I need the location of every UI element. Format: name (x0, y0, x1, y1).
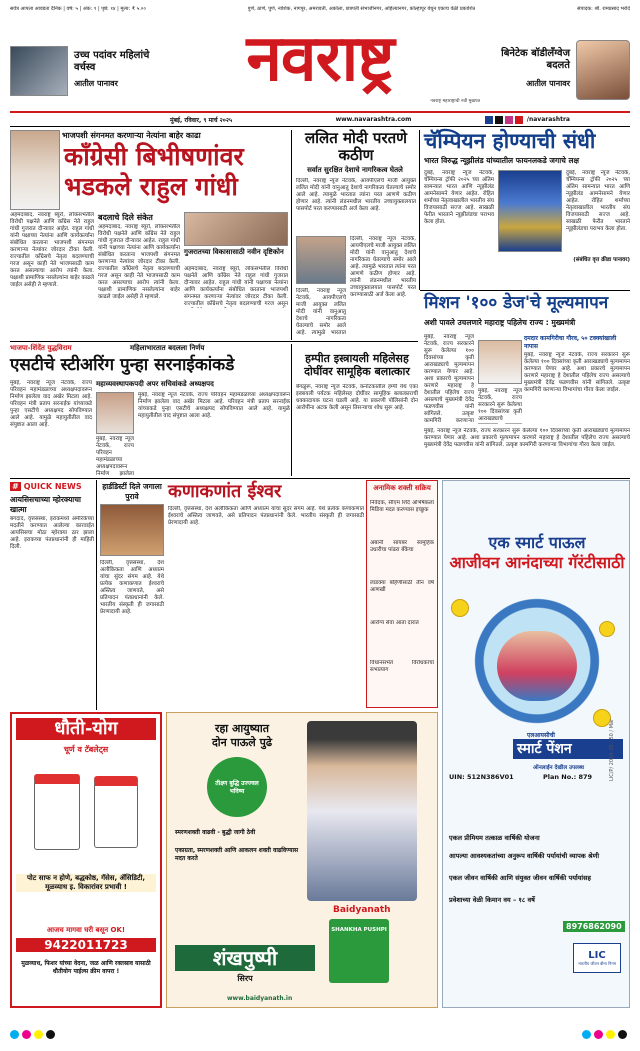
god-photo (100, 504, 164, 556)
sidebar-item: अंबानी सायबर सामूहिक उधारीचा पांढरा बँकेचा (370, 540, 434, 553)
dhauti-phone[interactable]: 9422011723 (16, 938, 156, 952)
lic-feature: एकल जीवन वार्षिकी आणि संयुक्त जीवन वार्षिकी पर्यायांसह (449, 874, 591, 882)
fadnavis-photo (478, 340, 522, 384)
lead-photo-2 (184, 212, 288, 246)
social-links (485, 116, 570, 124)
black-mark (46, 1030, 55, 1039)
cyan-mark (582, 1030, 591, 1039)
dhauti-title: धौती-योग (16, 718, 156, 740)
lic-headline-1: एक स्मार्ट पाऊल (488, 533, 586, 552)
dhauti-jar-2 (94, 776, 138, 848)
lic-product-tag: एलआयसीची (527, 732, 555, 739)
quick-item1-body: बगदाद, वृत्तसंस्था, इराकमध्ये अमेरिकेच्या मदतीने करण्यात आलेल्या कारवाईत आयसिसचा मोठा म्होरक्या ठार झाला आहे. इराकच्या पंतप्रधानांनी ही माहिती दिली. (10, 516, 94, 550)
lower-rule (10, 478, 630, 479)
website-link[interactable]: www.navarashtra.com (335, 116, 412, 123)
lic-product: स्मार्ट पेंशन (513, 739, 623, 759)
rahul-gandhi-photo (10, 130, 60, 210)
column-divider-3 (291, 344, 292, 476)
cyan-mark (10, 1030, 19, 1039)
baidyanath-brand: Baidyanath (333, 905, 391, 915)
god-body: दिल्ली, वृत्तसंस्था, देश अलौकिकता आणि अध्यात्म यांचा सुंदर संगम आहे. येथे प्रत्येक कणाकणात ईश्वराचे अस्तित्व जाणवते, असे प्रतिपादन पंतप्रधानांनी केले. भारतीय संस्कृती ही जगासाठी प्रेरणादायी आहे. (168, 506, 364, 526)
champion-headline: चॅम्पियन होण्याची संधी (424, 128, 596, 153)
sidebar-item: निवेदक, सीएम शिंदे अभिषेकला मिडिया मदत करण्यास इच्छुक (370, 500, 434, 513)
column-divider-1 (291, 130, 292, 340)
lic-feature: आपल्या आवश्यकतांच्या अनुरूप वार्षिकी पर्यायांची व्यापक श्रेणी (449, 852, 600, 860)
champion-body-2: दुबई, नवराष्ट्र न्यूज नेटवर्क, चॅम्पियन्स ट्रॉफी २०२५ च्या अंतिम सामन्यात भारत आणि न्यूझीलंड आमनेसामने येणार आहेत. रोहित शर्माच्या नेतृत्वाखालील भारतीय संघ विजयासाठी सज्ज आहे. साखळी फेरीत भारताने न्यूझीलंडचा पराभव केला होता. (566, 170, 630, 232)
lic-feature: एकल प्रीमियम तत्काळ वार्षिकी योजना (449, 834, 540, 842)
hash-icon: # (12, 482, 19, 491)
sidebar-item: लाडक्या बहिणीसाठी तीन वर्षे आणखी (370, 580, 434, 593)
quick-item2-title: हार्डडिस्टीं दिले जगाला पुरावे (102, 482, 162, 501)
baidyanath-ad[interactable] (166, 712, 438, 1008)
facebook-icon[interactable] (485, 116, 493, 124)
student-photo (307, 721, 417, 901)
column-divider-4 (96, 480, 97, 710)
strip-label-2: महिलाभारतात बदलला निर्णय (130, 344, 205, 352)
baidyanath-badge: तीक्ष्ण बुद्धि उज्ज्वल भविष्य (207, 757, 267, 817)
st-sub: महाव्यवस्थापकपदी अपर सचिवांकडे अध्यक्षपद (96, 380, 214, 388)
lic-uin: UIN: 512N386V01 (449, 773, 514, 781)
st-body-3: मुंबई, नवराष्ट्र न्यूज नेटवर्क, राज्य परिवहन महामंडळाच्या अध्यक्षपदावरून निर्माण झालेला (96, 436, 134, 476)
right-promo[interactable] (480, 40, 630, 102)
lic-logo (573, 943, 621, 973)
x-icon[interactable] (495, 116, 503, 124)
magenta-mark (594, 1030, 603, 1039)
left-promo-link[interactable]: आतील पानावर (74, 79, 118, 88)
champion-caption[interactable]: (संबंधित वृत्त क्रीडा पानावर) (573, 257, 630, 263)
promo-photo-right (576, 40, 630, 100)
god-headline: कणाकणांत ईश्वर (168, 481, 282, 502)
quick-news-label (10, 481, 92, 492)
lic-phone[interactable]: 8976862090 (563, 921, 625, 932)
lead-headline: काँग्रेसी बिभीषणांवर भडकले राहुल गांधी (64, 142, 244, 201)
lalit-body-2: दिल्ली, नवराष्ट्र न्यूज नेटवर्क, आयपीएलचे माजी आयुक्त ललित मोदी यांनी वानुआतु देशाचे नागरिकत्व घेतल्याचे समोर आले आहे. त्यामुळे भारतात त्यांना परत आणणे कठीण होणार आहे. त्यांनी लंडनमधील भारतीय उच्चायुक्तालयात पासपोर्ट परत करण्यासाठी अर्ज केला आहे. (350, 236, 416, 298)
lalit-body: दिल्ली, नवराष्ट्र न्यूज नेटवर्क, आयपीएलचे माजी आयुक्त ललित मोदी यांनी वानुआतु देशाचे नागरिकत्व घेतल्याचे समोर आले आहे. त्यामुळे भारतात त्यांना परत आणणे कठीण होणार आहे. त्यांनी लंडनमधील भारतीय उच्चायुक्तालयात पासपोर्ट परत करण्यासाठी अर्ज केला आहे. (296, 178, 416, 212)
sidebar-title: अनामिक शक्ती सक्रिय (373, 484, 431, 492)
hampi-headline: हम्पीत इस्त्रायली महिलेसह दोघींवर सामूहिक बलात्कार (304, 352, 410, 378)
sidebar-item: विधानसभेत विरोधकांचा सभात्याग (370, 660, 434, 673)
baidyanath-line2: दोन पाऊले पुढे (211, 736, 273, 749)
champion-body: दुबई, नवराष्ट्र न्यूज नेटवर्क, चॅम्पियन्स ट्रॉफी २०२५ च्या अंतिम सामन्यात भारत आणि न्यूझीलंड आमनेसामने येणार आहेत. रोहित शर्माच्या नेतृत्वाखालील भारतीय संघ विजयासाठी सज्ज आहे. साखळी फेरीत भारताने न्यूझीलंडचा पराभव केला होता. (424, 170, 494, 225)
lalit-body-3: दिल्ली, नवराष्ट्र न्यूज नेटवर्क, आयपीएलचे माजी आयुक्त ललित मोदी यांनी वानुआतु देशाचे नागरिकत्व घेतल्याचे समोर आले आहे. त्यामुळे भारतात (296, 288, 346, 336)
lead-body: अहमदाबाद, नवराष्ट्र ब्यूरो, लोकसभेतील विरोधी पक्षनेते आणि काँग्रेस नेते राहुल गांधी गुजरात दौऱ्यावर आहेत. राहुल गांधी यांनी पक्षाच्या नेत्यांना आणि कार्यकर्त्यांना संबोधित करताना भाजपशी संगनमत करणाऱ्या नेत्यांवर जोरदार टीका केली. राज्यातील काँग्रेसचे नेतृत्व बदलण्याची गरज असून काही नेते भाजपसाठी काम करत असल्याचा आरोप त्यांनी केला. पक्षाशी प्रामाणिक नसलेल्यांना बाहेर काढले जाईल असेही ते म्हणाले. (10, 212, 94, 288)
lead-body-2: अहमदाबाद, नवराष्ट्र ब्यूरो, लोकसभेतील विरोधी पक्षनेते आणि काँग्रेस नेते राहुल गांधी गुजरात दौऱ्यावर आहेत. राहुल गांधी यांनी पक्षाच्या नेत्यांना आणि कार्यकर्त्यांना संबोधित करताना भाजपशी संगनमत करणाऱ्या नेत्यांवर जोरदार टीका केली. राज्यातील काँग्रेसचे नेतृत्व बदलण्याची गरज असून काही नेते भाजपसाठी काम करत असल्याचा आरोप त्यांनी केला. पक्षाशी प्रामाणिक नसलेल्यांना बाहेर काढले जाईल असेही ते म्हणाले. (98, 224, 180, 300)
st-body: मुंबई, नवराष्ट्र न्यूज नेटवर्क, राज्य परिवहन महामंडळाच्या अध्यक्षपदावरून निर्माण झालेला वाद अखेर मिटला आहे. परिवहन मंत्री प्रताप सरनाईक यांच्याकडे पुन्हा एसटीचे अध्यक्षपद सोपविण्यात आले आहे. यामुळे महायुतीतील वाद संपुष्टात आला आहे. (10, 380, 92, 428)
registration-marks-left (10, 1024, 58, 1043)
coin-icon (451, 599, 469, 617)
dhauti-footer: मुळव्याध, फिशर यांच्या वेदना, जळ आणि रक्तस्राव यासाठी धौतीयोग पाईल्स क्रीम वापरा ! (21, 960, 151, 975)
dhauti-sub: चूर्ण व टॅबलेट्स (63, 745, 109, 754)
edition-cities: पुणे, ठाणे, पुणे, नाशिक, नागपूर, अमरावती, अकोला, छत्रपती संभाजीनगर, अहिल्यानगर, कोल्हापूर येथून एकाच वेळी प्रकाशित (247, 6, 476, 12)
lalit-headline: ललित मोदी परतणे कठीण (305, 129, 407, 164)
god-body-2: दिल्ली, वृत्तसंस्था, देश अलौकिकता आणि अध्यात्म यांचा सुंदर संगम आहे. येथे प्रत्येक कणाकणात ईश्वराचे अस्तित्व जाणवते, असे प्रतिपादन पंतप्रधानांनी केले. भारतीय संस्कृती ही जगासाठी प्रेरणादायी आहे. (100, 560, 164, 615)
sidebar-item: आरोग्य सेवा आता दारात (370, 620, 419, 626)
strip-rule (10, 341, 418, 342)
column-divider-2 (419, 130, 420, 290)
champions-trophy-photo (498, 170, 562, 252)
editor-name: संपादक: श्री. रामप्रसाद भरोदे (577, 6, 630, 12)
dhauti-jar-1 (34, 774, 80, 850)
mission-rule (420, 290, 630, 291)
sarnaik-photo (96, 392, 134, 434)
lead-body-3: अहमदाबाद, नवराष्ट्र ब्यूरो, लोकसभेतील विरोधी पक्षनेते आणि काँग्रेस नेते राहुल गांधी गुजरात दौऱ्यावर आहेत. राहुल गांधी यांनी पक्षाच्या नेत्यांना आणि कार्यकर्त्यांना संबोधित करताना भाजपशी संगनमत करणाऱ्या नेत्यांवर जोरदार टीका केली. राज्यातील काँग्रेसचे नेतृत्व बदलण्याची गरज असून (184, 266, 288, 307)
youtube-icon[interactable] (515, 116, 523, 124)
lic-ad[interactable] (442, 480, 630, 1008)
quick-news-title: QUICK NEWS (23, 482, 82, 491)
baidyanath-copy2: एकाग्रता, स्मरणशक्ती आणि आकलन शक्ती वाढविण्यास मदत करते (175, 847, 299, 862)
lead-sub2: गुजरातच्या विकासासाठी नवीन दृष्टिकोन (184, 248, 284, 256)
lead-kicker: भाजपशी संगनमत करणाऱ्या नेत्यांना बाहेर काढा (62, 131, 201, 140)
left-promo[interactable] (10, 46, 160, 98)
dateline-bar (10, 114, 630, 125)
social-handle[interactable]: /navarashtra (526, 116, 570, 123)
black-mark (618, 1030, 627, 1039)
lic-headline-2: आजीवन आनंदाच्या गॅरंटीसाठी (449, 553, 625, 572)
quick-item1-title: आयसिसचाच्या म्होरक्याचा खात्मा (10, 495, 81, 514)
mission-body-2: मुंबई, नवराष्ट्र न्यूज नेटवर्क, राज्य सरकारने सुरू केलेल्या १०० दिवसांच्या कृती आराखड्याचे मूल्यमापन करण्यात येणार आहे. अशा प्रकारचे मूल्यमापन करणारे महाराष्ट्र हे देशातील पहिलेच राज्य असल्याचे मुख्यमंत्री देवेंद्र फडणवीस यांनी सांगितले. उत्कृष्ट कामगिरी करणाऱ्या विभागांचा गौरव केला जाईल. (524, 352, 630, 393)
coin-icon (599, 621, 615, 637)
dhauti-ad[interactable] (10, 712, 162, 1008)
right-promo-title: बिनेटेक बॉडीलॅंग्वेज बदलते (501, 48, 570, 71)
baidyanath-product: शंखपुष्पी (175, 945, 315, 971)
masthead-logo: नवराष्ट्र (246, 21, 394, 96)
dhauti-order: आजच मागवा घरी बसून OK! (46, 926, 126, 934)
magenta-mark (22, 1030, 31, 1039)
baidyanath-line1: रहा आयुष्यात (214, 722, 270, 735)
st-headline: एसटीचे स्टीअरिंग पुन्हा सरनाईकांकडे (10, 355, 235, 375)
lalit-sub: सर्वात सुरक्षित देशाचे नागरिकत्व घेतले (307, 166, 403, 174)
hampi-body: बेंगळुरू, नवराष्ट्र न्यूज नेटवर्क, कर्नाटकातील हम्पी येथे एका इस्त्रायली पर्यटक महिलेसह दोघींवर सामूहिक बलात्काराची धक्कादायक घटना घडली आहे. या प्रकरणी पोलिसांनी दोन आरोपींना अटक केली असून तिसऱ्याचा शोध सुरू आहे. (296, 384, 418, 411)
baidyanath-product-sub: सिरप (237, 974, 253, 983)
mission-sub: अशी पावले उचलणारे महाराष्ट्र पहिलेच राज्य : मुख्यमंत्री (424, 318, 576, 327)
baidyanath-web[interactable]: www.baidyanath.in (227, 995, 293, 1002)
mission-body-4: मुंबई, नवराष्ट्र न्यूज नेटवर्क, राज्य सरकारने सुरू केलेल्या १०० दिवसांच्या कृती आराखड्याचे मूल्यमापन करण्यात येणार आहे. अशा प्रकारचे मूल्यमापन करणारे महाराष्ट्र हे देशातील पहिलेच राज्य असल्याचे मुख्यमंत्री देवेंद्र फडणवीस यांनी सांगितले. उत्कृष्ट कामगिरी करणाऱ्या विभागांचा गौरव केला जाईल. (424, 428, 630, 448)
dateline: मुंबई, रविवार, ९ मार्च २०२५ (170, 116, 233, 124)
lalit-modi-photo (296, 236, 346, 284)
dhauti-claim: पोट साफ न होणे, बद्धकोष्ठ, गॅसेस, ॲसिडिटी, मूळव्याध इ. विकारांवर प्रभावी ! (16, 874, 156, 892)
mission-body-3: मुंबई, नवराष्ट्र न्यूज नेटवर्क, राज्य सरकारने सुरू केलेल्या १०० दिवसांच्या कृती आराखड्याचे (478, 388, 522, 422)
strip-label-1: भाजपा-शिंदेंत युद्धविराम (10, 344, 72, 352)
edition-info: सर्वत्र आपला आवडता दैनिक | वर्ष: ५ | अंक: ९ | पृष्ठे: १४ | मूल्य: ₹ ५.०० (10, 6, 146, 12)
promo-photo-left (10, 46, 68, 96)
dateline-rule (10, 126, 630, 127)
baidyanath-product-en: SHANKHA PUSHPI (331, 927, 387, 933)
instagram-icon[interactable] (505, 116, 513, 124)
st-body-2: मुंबई, नवराष्ट्र न्यूज नेटवर्क, राज्य परिवहन महामंडळाच्या अध्यक्षपदावरून निर्माण झालेला वाद अखेर मिटला आहे. परिवहन मंत्री प्रताप सरनाईक यांच्याकडे पुन्हा एसटीचे अध्यक्षपद सोपविण्यात आले आहे. यामुळे महायुतीतील वाद संपुष्टात आला आहे. (138, 392, 290, 419)
couple-photo (497, 631, 577, 701)
lead-sub1: बदलाचे दिले संकेत (98, 213, 153, 222)
lic-brand-sub: भारतीय जीवन बीमा निगम (577, 960, 617, 966)
left-promo-title: उच्च पदांवर महिलांचे वर्चस्व (74, 50, 150, 73)
mission-side-head: दमदार कामगिरीचा गौरव, ५० टक्क्यांखाली नापास (524, 335, 617, 350)
registration-marks-right (582, 1024, 630, 1043)
lic-plan: Plan No.: 879 (543, 773, 593, 781)
masthead-tagline: नवराष्ट्र महाराष्ट्राची नवी मुखपत्र (430, 99, 480, 104)
yellow-mark (606, 1030, 615, 1039)
mission-headline: मिशन '१०० डेज'चे मूल्यमापन (424, 293, 609, 313)
baidyanath-copy1: स्मरणशक्ती वाढवी - बुद्धी जागी ठेवी (175, 829, 256, 836)
yellow-mark (34, 1030, 43, 1039)
masthead-rule (10, 111, 630, 113)
mission-body: मुंबई, नवराष्ट्र न्यूज नेटवर्क, राज्य सरकारने सुरू केलेल्या १०० दिवसांच्या कृती आराखड्याचे मूल्यमापन करण्यात येणार आहे. अशा प्रकारचे मूल्यमापन करणारे महाराष्ट्र हे देशातील पहिलेच राज्य असल्याचे मुख्यमंत्री देवेंद्र फडणवीस यांनी सांगितले. उत्कृष्ट कामगिरी करणाऱ्या (424, 334, 474, 424)
lic-online: ऑनलाईन देखील उपलब्ध (533, 765, 584, 771)
top-info-bar (10, 6, 630, 15)
right-promo-link[interactable]: आतील पानावर (526, 79, 570, 88)
lic-side-code: LIC/P/ 2024-25 / 50 / Mar (609, 718, 615, 781)
champion-sub: भारत विरुद्ध न्यूझीलंड यांच्यातील फायनलकडे जगाचे लक्ष (424, 156, 579, 165)
lic-feature: प्रवेशाच्या वेळी किमान वय – १८ वर्षे (449, 896, 535, 904)
lic-brand: LIC (588, 949, 606, 961)
